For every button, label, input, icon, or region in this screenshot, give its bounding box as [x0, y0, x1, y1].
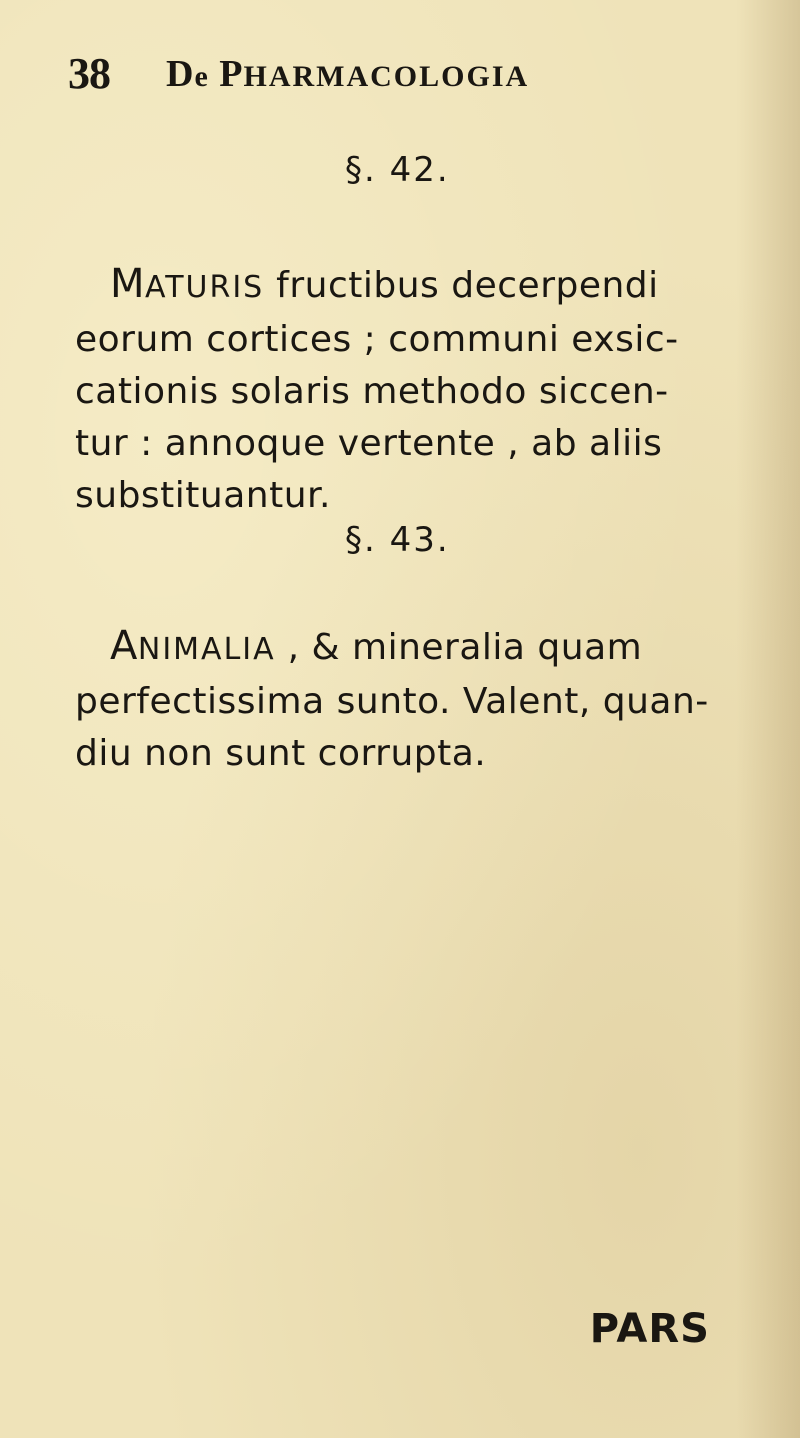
- page-number: 38: [68, 49, 110, 98]
- section-number-42: §. 42.: [345, 150, 450, 190]
- paragraph-line: perfectissima sunto. Valent, quan-: [75, 681, 709, 722]
- paragraph-line: diu non sunt corrupta.: [75, 733, 487, 774]
- paragraph-line: [75, 258, 775, 314]
- lead-initial: M: [110, 261, 146, 307]
- running-head-initial-1: D: [166, 53, 195, 95]
- lead-smallcaps: NIMALIA: [137, 632, 276, 667]
- paragraph-section-42: [75, 258, 775, 522]
- paragraph-line: tur : annoque vertente , ab aliis: [75, 423, 663, 464]
- section-number-43: §. 43.: [345, 520, 450, 560]
- lead-initial: A: [110, 623, 138, 669]
- paragraph-line: eorum cortices ; communi exsic-: [75, 319, 679, 360]
- line-text: , & mineralia quam: [275, 627, 643, 668]
- paragraph-section-43: [75, 620, 775, 780]
- paragraph-line: substituantur.: [75, 475, 331, 516]
- running-head-word-2-rest: HARMACOLOGIA: [243, 60, 530, 93]
- catchword: PARS: [589, 1306, 710, 1352]
- running-head-word-1-rest: e: [194, 60, 220, 93]
- line-text: fructibus decerpendi: [264, 265, 659, 306]
- running-head-initial-2: P: [219, 53, 244, 95]
- lead-smallcaps: ATURIS: [145, 270, 265, 305]
- running-head: [166, 52, 529, 96]
- paragraph-line: [75, 620, 775, 676]
- page-header: [68, 48, 668, 108]
- paragraph-line: cationis solaris methodo siccen-: [75, 371, 669, 412]
